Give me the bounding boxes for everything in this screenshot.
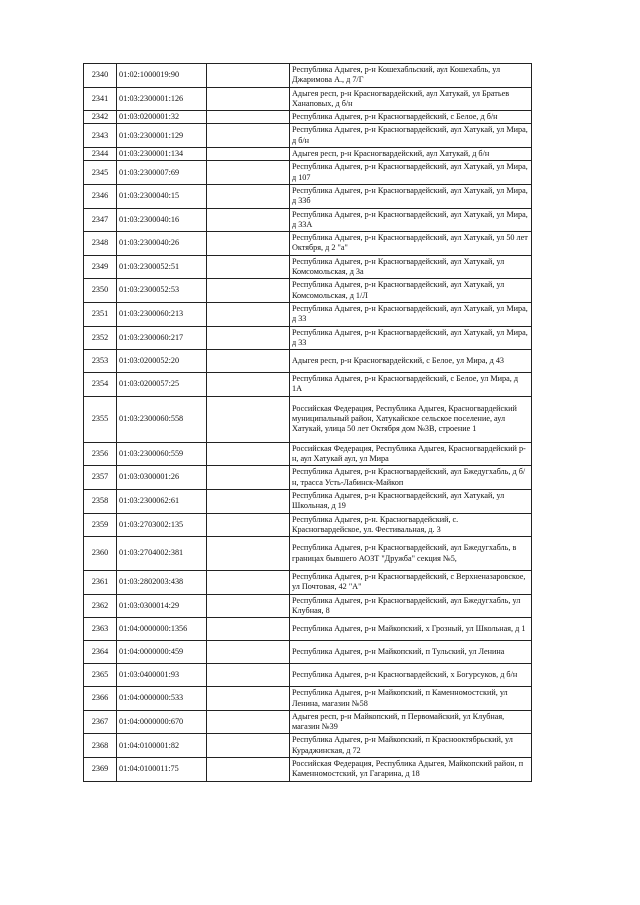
property-table: [83, 63, 532, 782]
table-row: [84, 537, 532, 571]
empty-cell: [207, 466, 290, 490]
document-sheet: [83, 63, 528, 782]
table-row: [84, 442, 532, 466]
address-cell: Республика Адыгея, р-н Красногвардейский, аул Бжедугхабль, ул Клубная, 8: [290, 594, 532, 618]
cadastral-number: 01:04:0100011:75: [117, 758, 207, 782]
empty-cell: [207, 124, 290, 148]
address-cell: Российская Федерация, Республика Адыгея, Красногвардейский р-н, аул Хатукай аул, ул Мира: [290, 442, 532, 466]
row-number: 2342: [84, 111, 117, 124]
table-row: [84, 664, 532, 687]
table-row: [84, 302, 532, 326]
cadastral-number: 01:04:0000000:1356: [117, 618, 207, 641]
row-number: 2351: [84, 302, 117, 326]
empty-cell: [207, 148, 290, 161]
table-row: [84, 710, 532, 734]
table-row: [84, 87, 532, 111]
cadastral-number: 01:03:2300040:15: [117, 184, 207, 208]
table-row: [84, 161, 532, 185]
row-number: 2354: [84, 373, 117, 397]
address-cell: Адыгея респ, р-н Красногвардейский, аул Хатукай, ул Братьев Ханаповых, д б/н: [290, 87, 532, 111]
row-number: 2366: [84, 687, 117, 711]
table-row: [84, 279, 532, 303]
cadastral-number: 01:04:0000000:670: [117, 710, 207, 734]
table-row: [84, 734, 532, 758]
cadastral-number: 01:04:0000000:533: [117, 687, 207, 711]
cadastral-number: 01:03:2802003:438: [117, 571, 207, 595]
address-cell: Республика Адыгея, р-н Красногвардейский, аул Хатукай, ул Комсомольская, д 1/Л: [290, 279, 532, 303]
table-row: [84, 148, 532, 161]
empty-cell: [207, 664, 290, 687]
empty-cell: [207, 161, 290, 185]
cadastral-number: 01:03:2300001:134: [117, 148, 207, 161]
row-number: 2356: [84, 442, 117, 466]
empty-cell: [207, 537, 290, 571]
address-cell: Республика Адыгея, р-н Красногвардейский, аул Хатукай, ул Комсомольская, д 3а: [290, 255, 532, 279]
table-row: [84, 184, 532, 208]
row-number: 2344: [84, 148, 117, 161]
address-cell: Республика Адыгея, р-н Майкопский, п Каменномостский, ул Ленина, магазин №58: [290, 687, 532, 711]
cadastral-number: 01:04:0000000:459: [117, 641, 207, 664]
address-cell: Адыгея респ, р-н Майкопский, п Первомайский, ул Клубная, магазин №39: [290, 710, 532, 734]
row-number: 2358: [84, 489, 117, 513]
empty-cell: [207, 208, 290, 232]
empty-cell: [207, 255, 290, 279]
empty-cell: [207, 618, 290, 641]
empty-cell: [207, 489, 290, 513]
cadastral-number: 01:03:2300060:558: [117, 396, 207, 442]
cadastral-number: 01:03:2300040:16: [117, 208, 207, 232]
cadastral-number: 01:03:2300052:51: [117, 255, 207, 279]
row-number: 2355: [84, 396, 117, 442]
table-row: [84, 326, 532, 350]
row-number: 2357: [84, 466, 117, 490]
table-row: [84, 687, 532, 711]
empty-cell: [207, 302, 290, 326]
cadastral-number: 01:03:0200001:32: [117, 111, 207, 124]
table-row: [84, 466, 532, 490]
empty-cell: [207, 232, 290, 256]
table-row: [84, 64, 532, 88]
address-cell: Республика Адыгея, р-н Кошехабльский, аул Кошехабль, ул Джаримова А., д 7/Г: [290, 64, 532, 88]
table-row: [84, 758, 532, 782]
cadastral-number: 01:03:2704002:381: [117, 537, 207, 571]
address-cell: Российская Федерация, Республика Адыгея, Красногвардейский муниципальный район, Хатукайское сельское поселение, аул Хатукай, улица 50 лет Октября дом №3В, строение 1: [290, 396, 532, 442]
table-row: [84, 641, 532, 664]
row-number: 2364: [84, 641, 117, 664]
empty-cell: [207, 64, 290, 88]
row-number: 2363: [84, 618, 117, 641]
address-cell: Республика Адыгея, р-н Красногвардейский, аул Хатукай, ул Школьная, д 19: [290, 489, 532, 513]
address-cell: Российская Федерация, Республика Адыгея, Майкопский район, п Каменномостский, ул Гагарина, д 18: [290, 758, 532, 782]
address-cell: Республика Адыгея, р-н Красногвардейский, аул Хатукай, ул 50 лет Октября, д 2 "а": [290, 232, 532, 256]
row-number: 2348: [84, 232, 117, 256]
address-cell: Республика Адыгея, р-н Красногвардейский, аул Хатукай, ул Мира, д 33б: [290, 184, 532, 208]
row-number: 2365: [84, 664, 117, 687]
address-cell: Республика Адыгея, р-н Красногвардейский, аул Хатукай, ул Мира, д 107: [290, 161, 532, 185]
table-body: [84, 64, 532, 782]
address-cell: Республика Адыгея, р-н Красногвардейский, с Белое, д б/н: [290, 111, 532, 124]
address-cell: Республика Адыгея, р-н Майкопский, х Грозный, ул Школьная, д 1: [290, 618, 532, 641]
address-cell: Республика Адыгея, р-н Красногвардейский, аул Бжедугхабль, в границах бывшего АОЗТ "Дружба" секция №5,: [290, 537, 532, 571]
table-row: [84, 618, 532, 641]
cadastral-number: 01:03:2703002:135: [117, 513, 207, 537]
empty-cell: [207, 641, 290, 664]
empty-cell: [207, 687, 290, 711]
cadastral-number: 01:03:2300060:559: [117, 442, 207, 466]
row-number: 2347: [84, 208, 117, 232]
empty-cell: [207, 111, 290, 124]
address-cell: Республика Адыгея, р-н Красногвардейский, с Белое, ул Мира, д 1А: [290, 373, 532, 397]
address-cell: Адыгея респ, р-н Красногвардейский, с Белое, ул Мира, д 43: [290, 350, 532, 373]
address-cell: Адыгея респ, р-н Красногвардейский, аул Хатукай, д б/н: [290, 148, 532, 161]
empty-cell: [207, 734, 290, 758]
empty-cell: [207, 758, 290, 782]
cadastral-number: 01:03:2300060:213: [117, 302, 207, 326]
table-row: [84, 124, 532, 148]
row-number: 2353: [84, 350, 117, 373]
row-number: 2368: [84, 734, 117, 758]
row-number: 2361: [84, 571, 117, 595]
empty-cell: [207, 279, 290, 303]
cadastral-number: 01:03:0200057:25: [117, 373, 207, 397]
empty-cell: [207, 396, 290, 442]
empty-cell: [207, 710, 290, 734]
address-cell: Республика Адыгея, р-н. Красногвардейский, с. Красногвардейское, ул. Фестивальная, д. 3: [290, 513, 532, 537]
cadastral-number: 01:03:2300052:53: [117, 279, 207, 303]
table-row: [84, 513, 532, 537]
empty-cell: [207, 513, 290, 537]
row-number: 2367: [84, 710, 117, 734]
cadastral-number: 01:03:2300062:61: [117, 489, 207, 513]
cadastral-number: 01:03:2300060:217: [117, 326, 207, 350]
empty-cell: [207, 571, 290, 595]
empty-cell: [207, 442, 290, 466]
cadastral-number: 01:04:0100001:82: [117, 734, 207, 758]
empty-cell: [207, 326, 290, 350]
row-number: 2343: [84, 124, 117, 148]
table-row: [84, 255, 532, 279]
address-cell: Республика Адыгея, р-н Красногвардейский, х Богурсуков, д б/н: [290, 664, 532, 687]
table-row: [84, 489, 532, 513]
empty-cell: [207, 184, 290, 208]
row-number: 2359: [84, 513, 117, 537]
row-number: 2341: [84, 87, 117, 111]
table-row: [84, 373, 532, 397]
table-row: [84, 208, 532, 232]
cadastral-number: 01:03:2300001:126: [117, 87, 207, 111]
address-cell: Республика Адыгея, р-н Красногвардейский, аул Хатукай, ул Мира, д 33А: [290, 208, 532, 232]
cadastral-number: 01:03:2300001:129: [117, 124, 207, 148]
empty-cell: [207, 87, 290, 111]
table-row: [84, 111, 532, 124]
empty-cell: [207, 594, 290, 618]
row-number: 2362: [84, 594, 117, 618]
address-cell: Республика Адыгея, р-н Майкопский, п Краснооктябрьский, ул Кураджинская, д 72: [290, 734, 532, 758]
address-cell: Республика Адыгея, р-н Красногвардейский, с Верхненазаровское, ул Почтовая, 42 "А": [290, 571, 532, 595]
table-row: [84, 571, 532, 595]
table-row: [84, 232, 532, 256]
address-cell: Республика Адыгея, р-н Красногвардейский, аул Хатукай, ул Мира, д 33: [290, 326, 532, 350]
empty-cell: [207, 350, 290, 373]
table-row: [84, 396, 532, 442]
cadastral-number: 01:02:1000019:90: [117, 64, 207, 88]
row-number: 2349: [84, 255, 117, 279]
cadastral-number: 01:03:2300040:26: [117, 232, 207, 256]
row-number: 2352: [84, 326, 117, 350]
cadastral-number: 01:03:0300001:26: [117, 466, 207, 490]
cadastral-number: 01:03:0200052:20: [117, 350, 207, 373]
row-number: 2369: [84, 758, 117, 782]
cadastral-number: 01:03:0300014:29: [117, 594, 207, 618]
row-number: 2350: [84, 279, 117, 303]
row-number: 2345: [84, 161, 117, 185]
address-cell: Республика Адыгея, р-н Красногвардейский, аул Хатукай, ул Мира, д б/н: [290, 124, 532, 148]
address-cell: Республика Адыгея, р-н Красногвардейский, аул Бжедугхабль, д б/н, трасса Усть-Лабинск-Майкоп: [290, 466, 532, 490]
cadastral-number: 01:03:0400001:93: [117, 664, 207, 687]
table-row: [84, 594, 532, 618]
address-cell: Республика Адыгея, р-н Майкопский, п Тульский, ул Ленина: [290, 641, 532, 664]
address-cell: Республика Адыгея, р-н Красногвардейский, аул Хатукай, ул Мира, д 33: [290, 302, 532, 326]
table-row: [84, 350, 532, 373]
row-number: 2360: [84, 537, 117, 571]
empty-cell: [207, 373, 290, 397]
row-number: 2340: [84, 64, 117, 88]
row-number: 2346: [84, 184, 117, 208]
cadastral-number: 01:03:2300007:69: [117, 161, 207, 185]
